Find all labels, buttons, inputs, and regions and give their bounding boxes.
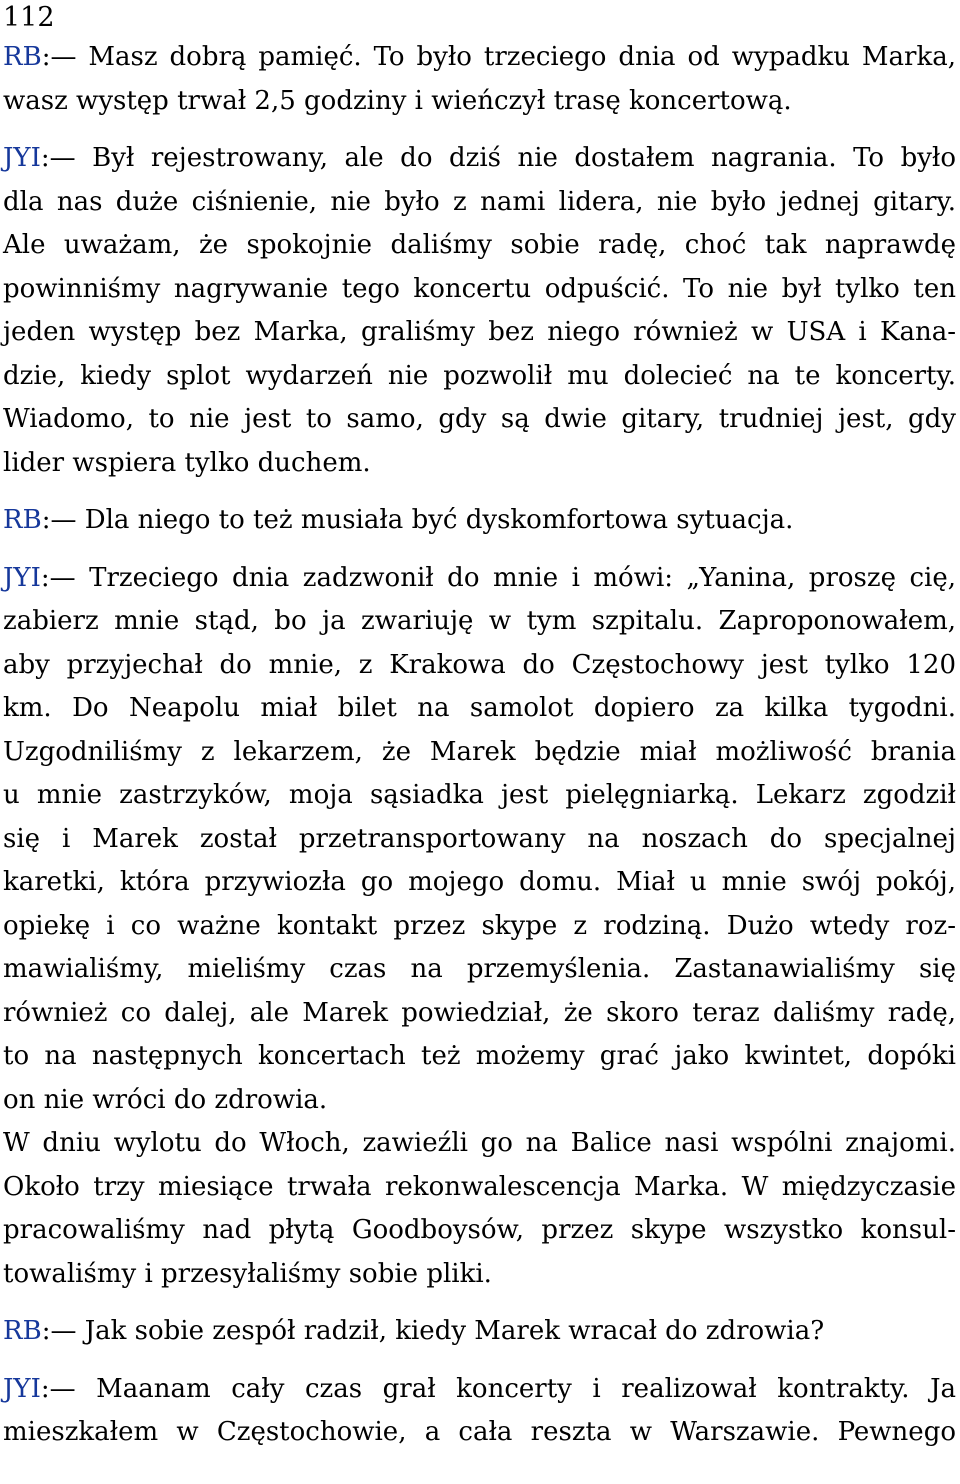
- paragraph-jyi: [3, 137, 956, 485]
- text-line: [3, 1368, 956, 1412]
- text-line: [3, 1209, 956, 1253]
- text-line: [3, 181, 956, 225]
- text-line: [3, 1122, 956, 1166]
- text-line: [3, 1166, 956, 1210]
- text-line: [3, 861, 956, 905]
- text-line: [3, 355, 956, 399]
- line-text: wasz występ trwał 2,5 godziny i wieńczył trasę koncertową.: [3, 85, 792, 116]
- text-line: [3, 268, 956, 312]
- paragraph-jyi: [3, 1368, 956, 1455]
- line-text: dzie, kiedy splot wydarzeń nie pozwolił mu dolecieć na te koncerty.: [3, 360, 956, 391]
- line-text: Wiadomo, to nie jest to samo, gdy są dwie gitary, trudniej jest, gdy: [3, 404, 956, 434]
- text-line: [3, 137, 956, 181]
- text-line: [3, 36, 956, 80]
- line-text: aby przyjechał do mnie, z Krakowa do Częstochowy jest tylko 120: [3, 649, 956, 680]
- line-text: mieszkałem w Częstochowie, a cała reszta w Warszawie. Pewnego: [3, 1417, 956, 1447]
- text-line: [3, 948, 956, 992]
- text-line: [3, 992, 956, 1036]
- line-text: to na następnych koncertach też możemy grać jako kwintet, dopóki: [3, 1041, 956, 1071]
- line-text: Trzeciego dnia zadzwonił do mnie i mówi: „Yanina, proszę cię,: [89, 562, 956, 593]
- text-line: [3, 1310, 956, 1354]
- interview-body: [3, 36, 956, 1455]
- line-text: jeden występ bez Marka, graliśmy bez niego również w USA i Kana-: [3, 317, 956, 347]
- text-line: [3, 224, 956, 268]
- text-line: [3, 499, 956, 543]
- speaker-separator: :—: [41, 42, 89, 72]
- speaker-separator: :—: [40, 143, 93, 173]
- paragraph-rb: [3, 499, 956, 543]
- paragraph-jyi: [3, 557, 956, 1297]
- text-line: [3, 1035, 956, 1079]
- text-line: [3, 80, 956, 124]
- text-line: [3, 398, 956, 442]
- speaker-label: JYI: [3, 143, 41, 173]
- line-text: on nie wróci do zdrowia.: [3, 1084, 328, 1115]
- speaker-label: RB: [3, 1316, 42, 1346]
- line-text: Dla niego to też musiała być dyskomfortowa sytuacja.: [84, 505, 794, 535]
- text-line: [3, 600, 956, 644]
- line-text: u mnie zastrzyków, moja sąsiadka jest pielęgniarką. Lekarz zgodził: [3, 780, 956, 810]
- line-text: lider wspiera tylko duchem.: [3, 447, 371, 478]
- speaker-separator: :—: [41, 505, 85, 535]
- speaker-separator: :—: [40, 562, 90, 593]
- text-line: [3, 1079, 956, 1123]
- text-line: [3, 442, 956, 486]
- speaker-separator: :—: [40, 1373, 97, 1404]
- page-number: 112: [3, 2, 55, 33]
- text-line: [3, 905, 956, 949]
- paragraph-rb: [3, 36, 956, 123]
- speaker-label: JYI: [3, 562, 41, 593]
- text-line: [3, 774, 956, 818]
- text-line: [3, 687, 956, 731]
- line-text: zabierz mnie stąd, bo ja zwariuję w tym szpitalu. Zaproponowałem,: [3, 606, 956, 636]
- line-text: mawialiśmy, mieliśmy czas na przemyślenia. Zastanawialiśmy się: [3, 954, 956, 984]
- line-text: Uzgodniliśmy z lekarzem, że Marek będzie miał możliwość brania: [3, 736, 956, 767]
- speaker-label: RB: [3, 42, 42, 72]
- speaker-label: JYI: [3, 1373, 41, 1404]
- line-text: się i Marek został przetransportowany na noszach do specjalnej: [3, 823, 956, 854]
- line-text: opiekę i co ważne kontakt przez skype z rodziną. Dużo wtedy roz-: [3, 910, 956, 941]
- line-text: Masz dobrą pamięć. To było trzeciego dnia od wypadku Marka,: [88, 42, 957, 72]
- text-line: [3, 311, 956, 355]
- text-line: [3, 1253, 956, 1297]
- line-text: km. Do Neapolu miał bilet na samolot dopiero za kilka tygodni.: [3, 693, 956, 723]
- line-text: również co dalej, ale Marek powiedział, że skoro teraz daliśmy radę,: [3, 997, 956, 1028]
- text-line: [3, 644, 956, 688]
- text-line: [3, 1411, 956, 1455]
- line-text: Jak sobie zespół radził, kiedy Marek wracał do zdrowia?: [84, 1316, 825, 1346]
- line-text: towaliśmy i przesyłaliśmy sobie pliki.: [3, 1258, 492, 1289]
- line-text: Około trzy miesiące trwała rekonwalescencja Marka. W międzyczasie: [3, 1171, 956, 1202]
- line-text: powinniśmy nagrywanie tego koncertu odpuścić. To nie był tylko ten: [3, 273, 956, 304]
- line-text: pracowaliśmy nad płytą Goodboysów, przez skype wszystko konsul-: [3, 1215, 956, 1245]
- paragraph-rb: [3, 1310, 956, 1354]
- text-line: [3, 731, 956, 775]
- speaker-separator: :—: [41, 1316, 85, 1346]
- line-text: dla nas duże ciśnienie, nie było z nami lidera, nie było jednej gitary.: [3, 186, 956, 217]
- text-line: [3, 818, 956, 862]
- line-text: W dniu wylotu do Włoch, zawieźli go na Balice nasi wspólni znajomi.: [3, 1128, 956, 1158]
- line-text: Był rejestrowany, ale do dziś nie dostałem nagrania. To było: [92, 143, 956, 173]
- line-text: Ale uważam, że spokojnie daliśmy sobie radę, choć tak naprawdę: [3, 230, 956, 260]
- line-text: Maanam cały czas grał koncerty i realizował kontrakty. Ja: [96, 1373, 956, 1404]
- speaker-label: RB: [3, 505, 42, 535]
- text-line: [3, 557, 956, 601]
- line-text: karetki, która przywiozła go mojego domu. Miał u mnie swój pokój,: [3, 867, 956, 897]
